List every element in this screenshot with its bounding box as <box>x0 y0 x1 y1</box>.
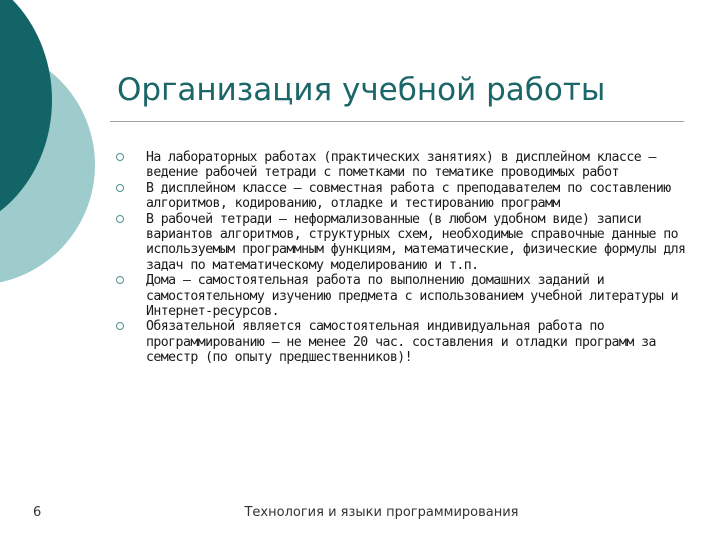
circle-bullet-icon <box>116 184 124 192</box>
circle-bullet-icon <box>116 276 124 284</box>
footer-course-title: Технология и языки программирования <box>244 505 519 520</box>
bullet-item <box>116 150 696 181</box>
bullet-item <box>116 273 696 319</box>
circle-bullet-icon <box>116 322 124 330</box>
page-number: 6 <box>33 505 42 520</box>
bullet-text: Обязательной является самостоятельная индивидуальная работа по программированию – не менее 20 час. составления и отладки программ за семестр (по опыту предшественников)! <box>146 319 656 366</box>
circle-bullet-icon <box>116 215 124 223</box>
bullet-text: В дисплейном классе – совместная работа с преподавателем по составлению алгоритмов, кодированию, отладке и тестированию программ <box>146 180 671 212</box>
bullet-list <box>116 150 696 366</box>
bullet-text: На лабораторных работах (практических занятиях) в дисплейном классе – ведение рабочей тетради с пометками по тематике проводимых работ <box>146 150 656 181</box>
bullet-item <box>116 319 696 365</box>
bullet-text: В рабочей тетради – неформализованные (в любом удобном виде) записи вариантов алгоритмов, структурных схем, необходимые справочные данные по используемым программным функциям, математические, физические формулы для задач по математическому моделированию и т.п. <box>146 211 686 273</box>
bullet-item <box>116 212 696 274</box>
bullet-item <box>116 181 696 212</box>
title-divider <box>110 121 684 122</box>
circle-bullet-icon <box>116 153 124 161</box>
slide-title: Организация учебной работы <box>117 72 606 108</box>
bullet-text: Дома – самостоятельная работа по выполнению домашних заданий и самостоятельному изучению предмета с использованием учебной литературы и Интернет-ресурсов. <box>146 273 679 320</box>
